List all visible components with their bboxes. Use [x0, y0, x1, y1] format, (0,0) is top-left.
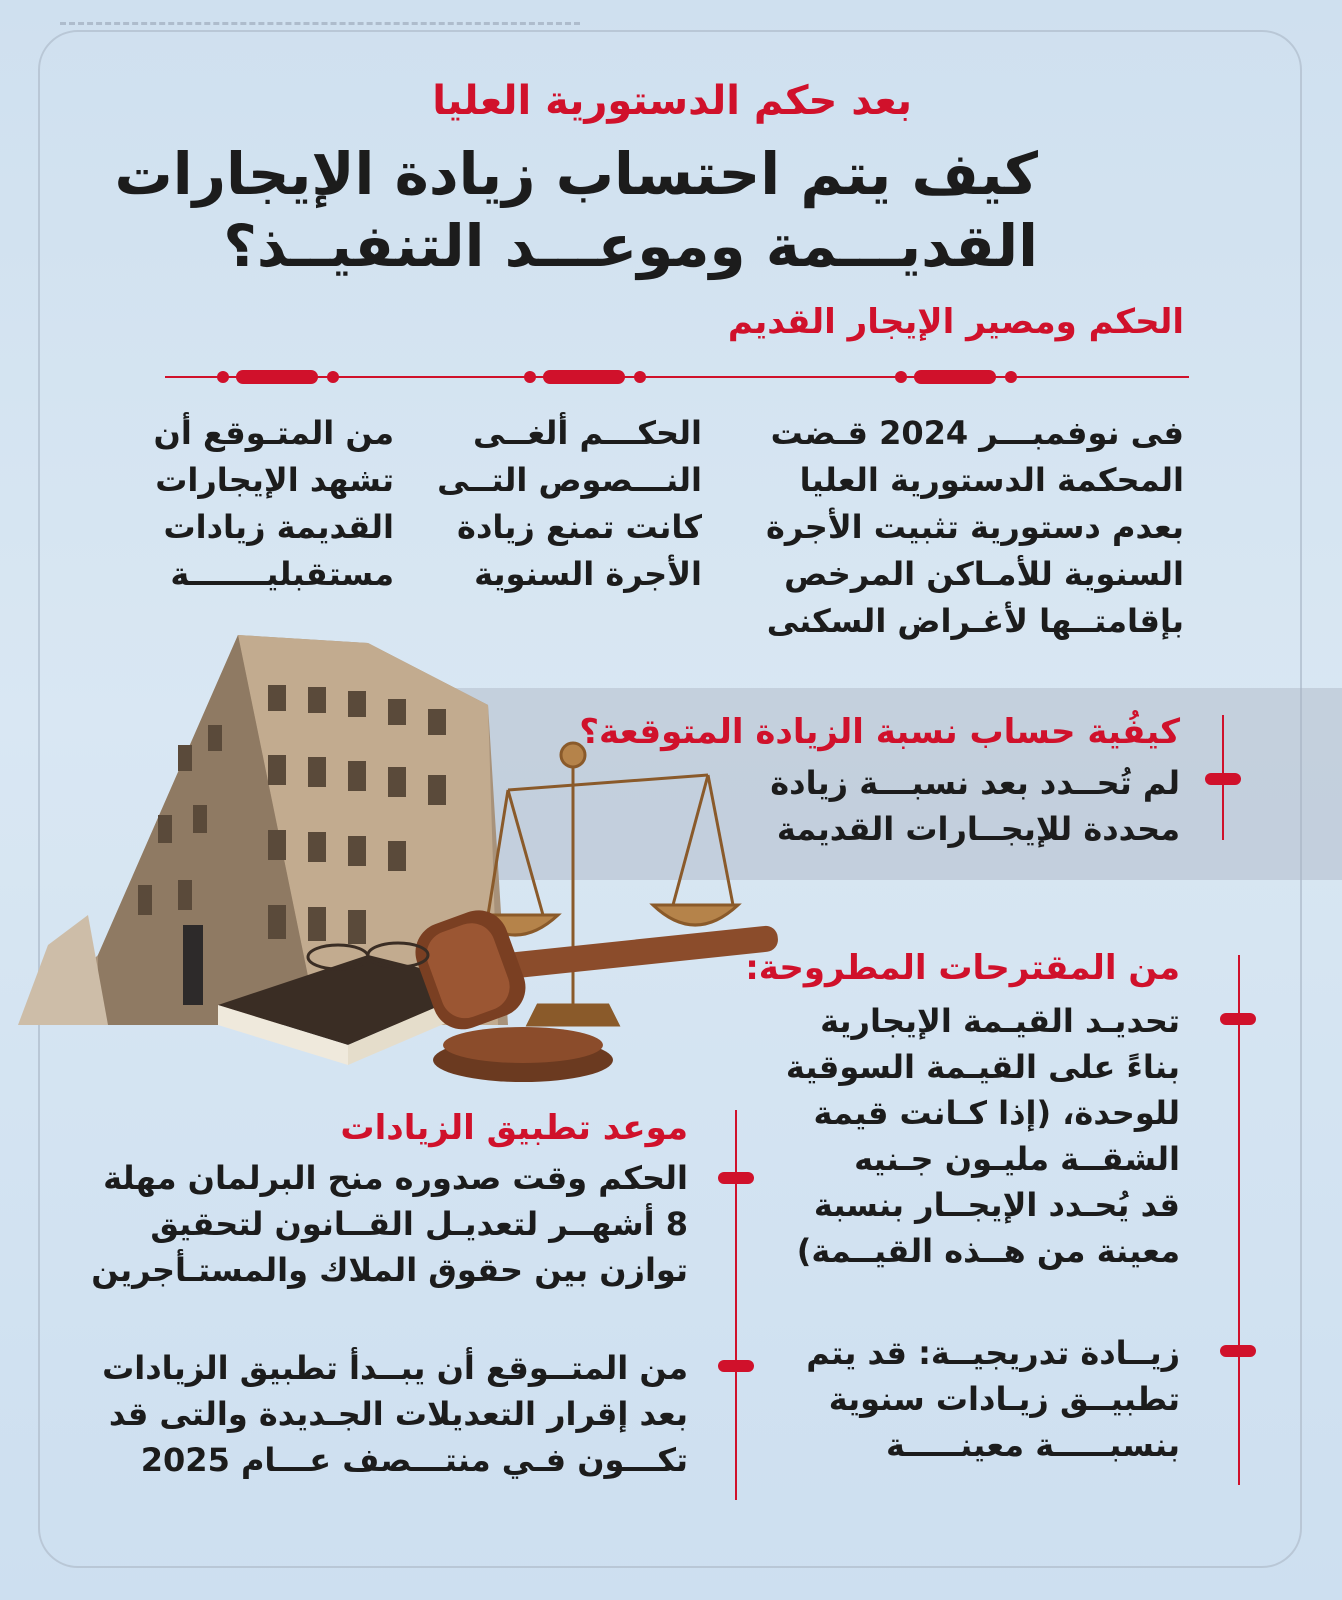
title-line-2: القديـــمة وموعـــد التنفيــذ؟: [223, 212, 1038, 280]
text-line: قد يُحـدد الإيجــار بنسبة: [813, 1186, 1180, 1224]
timing-vline: [735, 1110, 737, 1500]
text-line: للوحدة، (إذا كـانت قيمة: [813, 1094, 1180, 1132]
proposal-item-1: [786, 998, 1180, 1274]
text-line: تكـــون فـي منتـــصف عـــام 2025: [140, 1441, 688, 1479]
bullet-tick: [718, 1360, 754, 1372]
text-line: الحكـــم ألغــى: [473, 414, 702, 452]
divider-pill: [543, 370, 625, 384]
calculation-heading: كيفُية حساب نسبة الزيادة المتوقعة؟: [579, 712, 1180, 752]
section-divider: [165, 376, 1189, 378]
text-line: بإقامتــها لأغـراض السكنى: [766, 602, 1184, 640]
calculation-body: [770, 760, 1180, 852]
text-line: تحديـد القيـمة الإيجارية: [820, 1002, 1180, 1040]
divider-dot: [895, 371, 907, 383]
proposals-heading: من المقترحات المطروحة:: [745, 948, 1180, 988]
text-line: الأجرة السنوية: [474, 555, 702, 593]
text-line: الشقــة مليـون جـنيه: [854, 1140, 1180, 1178]
ruling-heading: الحكم ومصير الإيجار القديم: [727, 302, 1184, 342]
text-line: محددة للإيجــارات القديمة: [776, 810, 1180, 848]
text-line: النـــصوص التــى: [437, 461, 702, 499]
frame-dash: [60, 22, 580, 25]
text-line: بعدم دستورية تثبيت الأجرة: [765, 508, 1184, 546]
bullet-tick: [1220, 1013, 1256, 1025]
ruling-column-1: [766, 410, 1184, 645]
timing-item-1: [91, 1155, 688, 1293]
text-line: بناءً على القيـمة السوقية: [785, 1048, 1180, 1086]
bullet-tick: [718, 1172, 754, 1184]
divider-pill: [236, 370, 318, 384]
text-line: بنسبـــــة معينـــــة: [885, 1426, 1180, 1464]
gavel-illustration: [407, 902, 778, 1082]
text-line: من المتـوقع أن: [153, 414, 394, 452]
timing-heading: موعد تطبيق الزيادات: [340, 1108, 688, 1148]
text-line: تشهد الإيجارات: [155, 461, 394, 499]
title-line-1: كيف يتم احتساب زيادة الإيجارات: [114, 140, 1038, 208]
text-line: زيــادة تدريجيــة: قد يتم: [806, 1334, 1180, 1372]
text-line: توازن بين حقوق الملاك والمستـأجرين: [91, 1251, 688, 1289]
ruling-column-2: [437, 410, 702, 598]
text-line: بعد إقرار التعديلات الجـديدة والتى قد: [108, 1395, 688, 1433]
bullet-tick: [1205, 773, 1241, 785]
proposal-item-2: [806, 1330, 1180, 1468]
illustration: [18, 625, 778, 1095]
text-line: معينة من هــذه القيــمة): [796, 1232, 1180, 1270]
divider-dot: [217, 371, 229, 383]
statue: [183, 925, 203, 1005]
ruling-column-3: [154, 410, 394, 598]
bullet-tick: [1220, 1345, 1256, 1357]
text-line: مستقبليـــــــة: [170, 555, 394, 593]
text-line: من المتــوقع أن يبــدأ تطبيق الزيادات: [102, 1349, 688, 1387]
text-line: القديمة زيادات: [163, 508, 394, 546]
divider-dot: [327, 371, 339, 383]
text-line: تطبيــق زيـادات سنوية: [828, 1380, 1180, 1418]
divider-dot: [1005, 371, 1017, 383]
divider-pill: [914, 370, 996, 384]
divider-dot: [524, 371, 536, 383]
text-line: 8 أشهــر لتعديـل القــانون لتحقيق: [150, 1205, 688, 1243]
text-line: السنوية للأمـاكن المرخص: [784, 555, 1184, 593]
text-line: لم تُحــدد بعد نسبـــة زيادة: [770, 764, 1180, 802]
text-line: كانت تمنع زيادة: [457, 508, 702, 546]
proposals-vline: [1238, 955, 1240, 1485]
text-line: المحكمة الدستورية العليا: [799, 461, 1184, 499]
text-line: فى نوفمبـــر 2024 قـضت: [770, 414, 1184, 452]
text-line: الحكم وقت صدوره منح البرلمان مهلة: [103, 1159, 688, 1197]
divider-dot: [634, 371, 646, 383]
kicker: بعد حكم الدستورية العليا: [432, 78, 912, 124]
timing-item-2: [102, 1345, 688, 1483]
